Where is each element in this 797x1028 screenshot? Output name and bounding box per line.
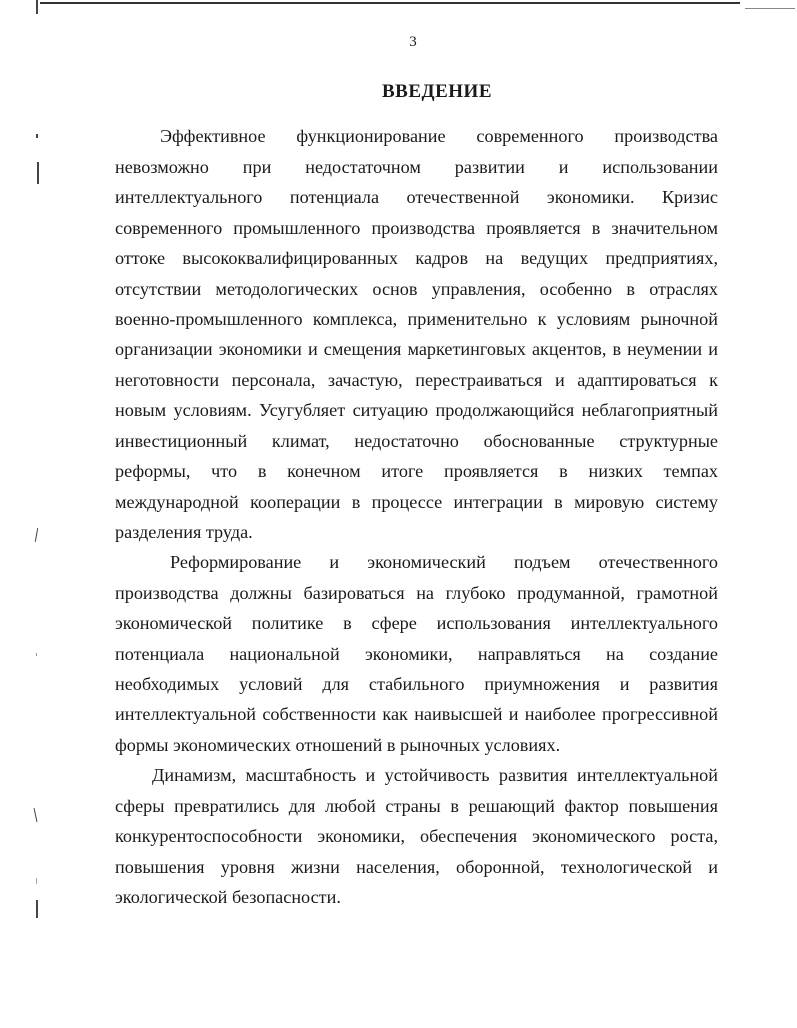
text-line: конкурентоспособности экономики, обеспечения экономического роста, [115,826,718,846]
text-line: сферы превратились для любой страны в решающий фактор повышения [115,796,718,816]
text-line: неготовности персонала, зачастую, перестраиваться и адаптироваться к [115,370,718,390]
text-line: экологической безопасности. [115,887,341,907]
top-border-rule [40,2,740,4]
text-line: разделения труда. [115,522,253,542]
text-line: военно-промышленного комплекса, применительно к условиям рыночной [115,309,718,329]
top-border-rule-fragment [745,8,795,9]
scan-mark [35,528,38,542]
scan-mark [36,900,38,918]
text-line: интеллектуального потенциала отечественной экономики. Кризис [115,187,718,207]
scan-mark [34,808,38,822]
text-line: невозможно при недостаточном развитии и использовании [115,157,718,177]
text-line: новым условиям. Усугубляет ситуацию продолжающийся неблагоприятный [115,400,718,420]
text-line: формы экономических отношений в рыночных условиях. [115,735,561,755]
scan-mark [36,0,38,14]
text-line: интеллектуальной собственности как наивысшей и наиболее прогрессивной [115,704,718,724]
scan-mark [36,653,37,656]
page-number: 3 [409,34,417,50]
text-line: Динамизм, масштабность и устойчивость развития интеллектуальной [152,765,718,785]
text-line: реформы, что в конечном итоге проявляется в низких темпах [115,461,718,481]
text-line: производства должны базироваться на глубоко продуманной, грамотной [115,583,718,603]
text-line: Реформирование и экономический подъем отечественного [170,552,718,572]
text-line: отсутствии методологических основ управления, особенно в отраслях [115,279,718,299]
text-line: Эффективное функционирование современного производства [160,126,718,146]
text-line: организации экономики и смещения маркетинговых акцентов, в неумении и [115,339,718,359]
text-line: современного промышленного производства проявляется в значительном [115,218,718,238]
page-title: ВВЕДЕНИЕ [382,81,492,102]
scan-mark [36,134,38,138]
text-line: потенциала национальной экономики, направляться на создание [115,644,718,664]
scan-mark [37,162,39,184]
text-line: международной кооперации в процессе интеграции в мировую систему [115,492,718,512]
scan-mark [36,878,37,884]
text-line: экономической политике в сфере использования интеллектуального [115,613,718,633]
text-line: необходимых условий для стабильного приумножения и развития [115,674,718,694]
text-line: инвестиционный климат, недостаточно обоснованные структурные [115,431,718,451]
text-line: повышения уровня жизни населения, оборонной, технологической и [115,857,718,877]
text-line: оттоке высококвалифицированных кадров на ведущих предприятиях, [115,248,718,268]
